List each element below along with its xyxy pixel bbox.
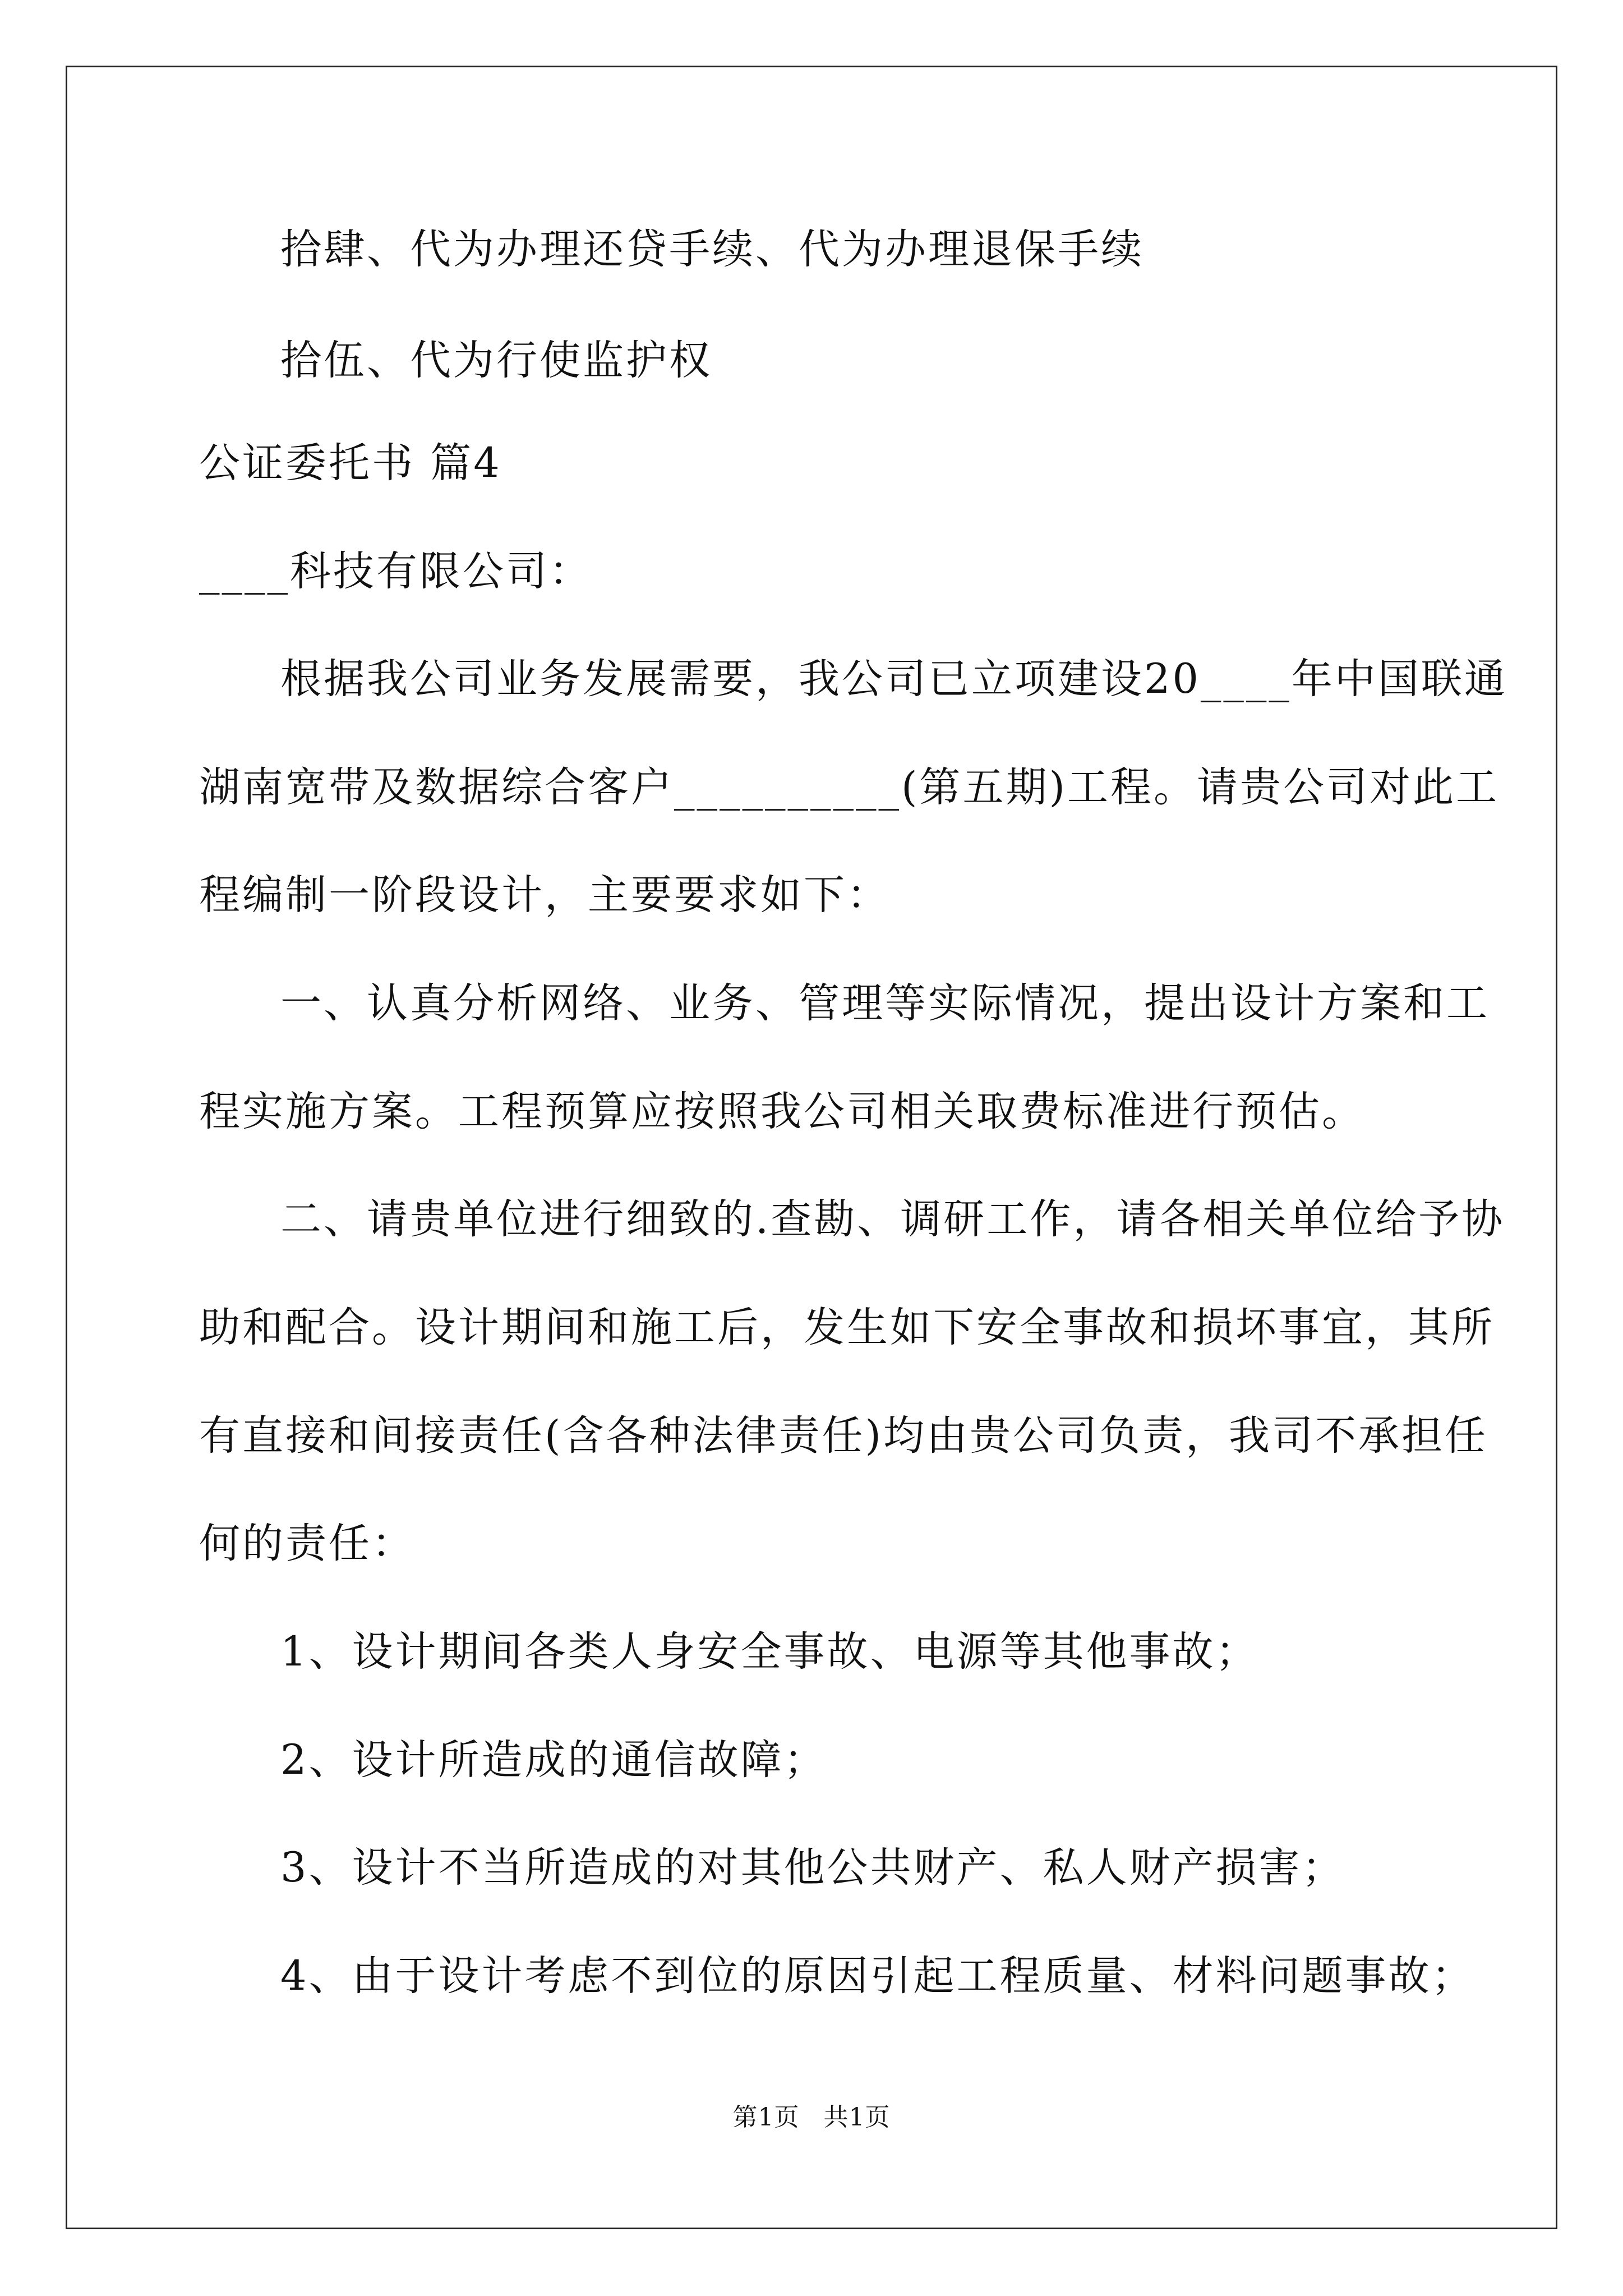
page-number-total: 共1页	[823, 2103, 891, 2132]
text-line-7: 程编制一阶段设计，主要要求如下：	[199, 871, 890, 919]
text-line-10: 二、请贵单位进行细致的.查勘、调研工作，请各相关单位给予协	[280, 1195, 1505, 1243]
text-line-12: 有直接和间接责任(含各种法律责任)均由贵公司负责，我司不承担任	[199, 1412, 1488, 1460]
text-line-13: 何的责任：	[199, 1520, 415, 1567]
text-line-5: 根据我公司业务发展需要，我公司已立项建设20____年中国联通	[280, 655, 1507, 703]
list-item-4: 4、由于设计考虑不到位的原因引起工程质量、材料问题事故；	[280, 1952, 1475, 2000]
list-item-3: 3、设计不当所造成的对其他公共财产、私人财产损害；	[280, 1844, 1345, 1892]
list-item-1: 1、设计期间各类人身安全事故、电源等其他事故；	[280, 1628, 1259, 1676]
text-line-9: 程实施方案。工程预算应按照我公司相关取费标准进行预估。	[199, 1088, 1365, 1135]
section-heading: 公证委托书 篇4	[199, 439, 502, 487]
text-line-8: 一、认真分析网络、业务、管理等实际情况，提出设计方案和工	[280, 979, 1490, 1027]
text-line-11: 助和配合。设计期间和施工后，发生如下安全事故和损坏事宜，其所	[199, 1304, 1495, 1351]
page-border	[66, 66, 1557, 2229]
addressee: ____科技有限公司：	[199, 547, 592, 595]
page-number-current: 第1页	[732, 2103, 800, 2132]
text-line-6: 湖南宽带及数据综合客户__________(第五期)工程。请贵公司对此工	[199, 763, 1499, 811]
text-line-2: 拾伍、代为行使监护权	[280, 337, 712, 384]
list-item-2: 2、设计所造成的通信故障；	[280, 1736, 827, 1784]
page-footer	[0, 2101, 1623, 2134]
text-line-1: 拾肆、代为办理还贷手续、代为办理退保手续	[280, 226, 1144, 273]
